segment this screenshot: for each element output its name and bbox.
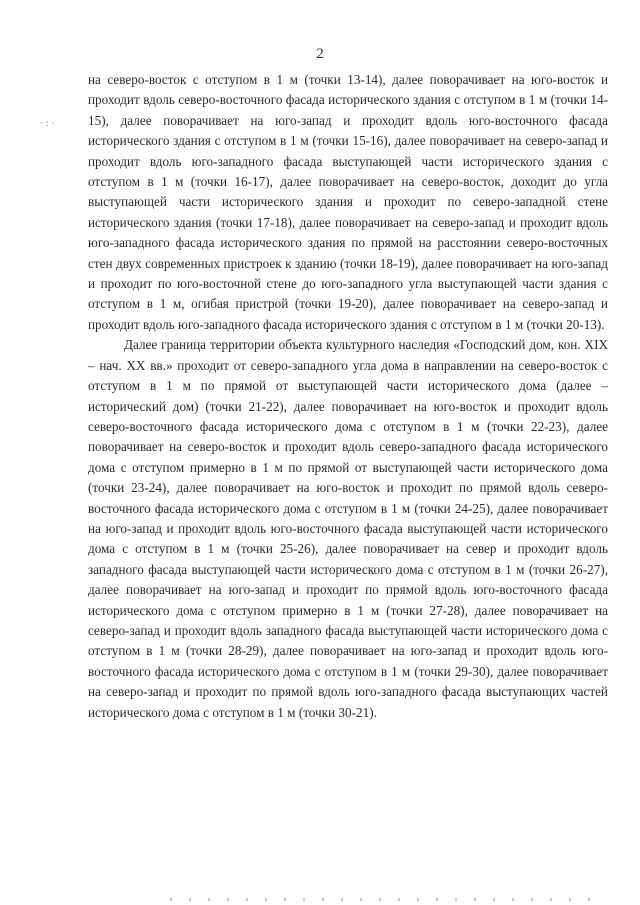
margin-scan-mark: ·:· (40, 118, 58, 128)
paragraph-boundary-continuation: на северо-восток с отступом в 1 м (точки 13-14), далее поворачивает на юго-восток и проходит вдоль северо-восточного фасада исторического здания с отступом в 1 м (точки 14-15), далее поворачивает на юго-запад и проходит вдоль юго-восточного фасада исторического здания с отступом в 1 м (точки 15-16), далее поворачивает на северо-запад и проходит вдоль юго-западного фасада выступающей части исторического здания с отступом в 1 м (точки 16-17), далее поворачивает на северо-восток, доходит до угла выступающей части исторического здания и проходит по северо-западной стене исторического здания (точки 17-18), далее поворачивает на северо-запад и проходит вдоль юго-западного фасада исторического здания по прямой на расстоянии северо-восточных стен двух современных пристроек к зданию (точки 18-19), далее поворачивает на юго-запад и проходит по юго-восточной стене до юго-западного угла выступающей части здания с отступом в 1 м, огибая пристрой (точки 19-20), далее поворачивает на северо-запад и проходит вдоль юго-западного фасада исторического здания с отступом в 1 м (точки 20-13). (88, 72, 608, 332)
paragraph-manor-house-boundary: Далее граница территории объекта культурного наследия «Господский дом, кон. XIX – нач. XX вв.» проходит от северо-западного угла дома в направлении на северо-восток с отступом в 1 м по прямой от выступающей части исторического дома (далее – исторический дом) (точки 21-22), далее поворачивает на юго-восток и проходит вдоль северо-восточного фасада исторического дома с отступом в 1 м (точки 22-23), далее поворачивает на северо-восток и проходит вдоль северо-западного фасада исторического дома с отступом примерно в 1 м по прямой от выступающей части исторического дома (точки 23-24), далее поворачивает на юго-восток и проходит по прямой вдоль северо-восточного фасада исторического дома с отступом в 1 м (точки 24-25), далее поворачивает на юго-запад и проходит вдоль юго-восточного фасада выступающей части исторического дома с отступом в 1 м (точки 25-26), далее поворачивает на север и проходит вдоль западного фасада выступающей части исторического дома с отступом в 1 м (точки 26-27), далее поворачивает на юго-запад и проходит по прямой вдоль юго-восточного фасада исторического дома с отступом примерно в 1 м (точки 27-28), далее поворачивает на северо-запад и проходит вдоль западного фасада выступающей части исторического дома с отступом в 1 м (точки 28-29), далее поворачивает на юго-запад и проходит вдоль юго-восточного фасада исторического дома с отступом в 1 м (точки 29-30), далее поворачивает на северо-запад и проходит по прямой вдоль юго-западного фасада выступающих частей исторического дома с отступом в 1 м (точки 30-21). (88, 337, 608, 720)
document-body (88, 70, 608, 723)
scan-artifact-dots (170, 898, 590, 901)
page-number: 2 (316, 46, 324, 62)
